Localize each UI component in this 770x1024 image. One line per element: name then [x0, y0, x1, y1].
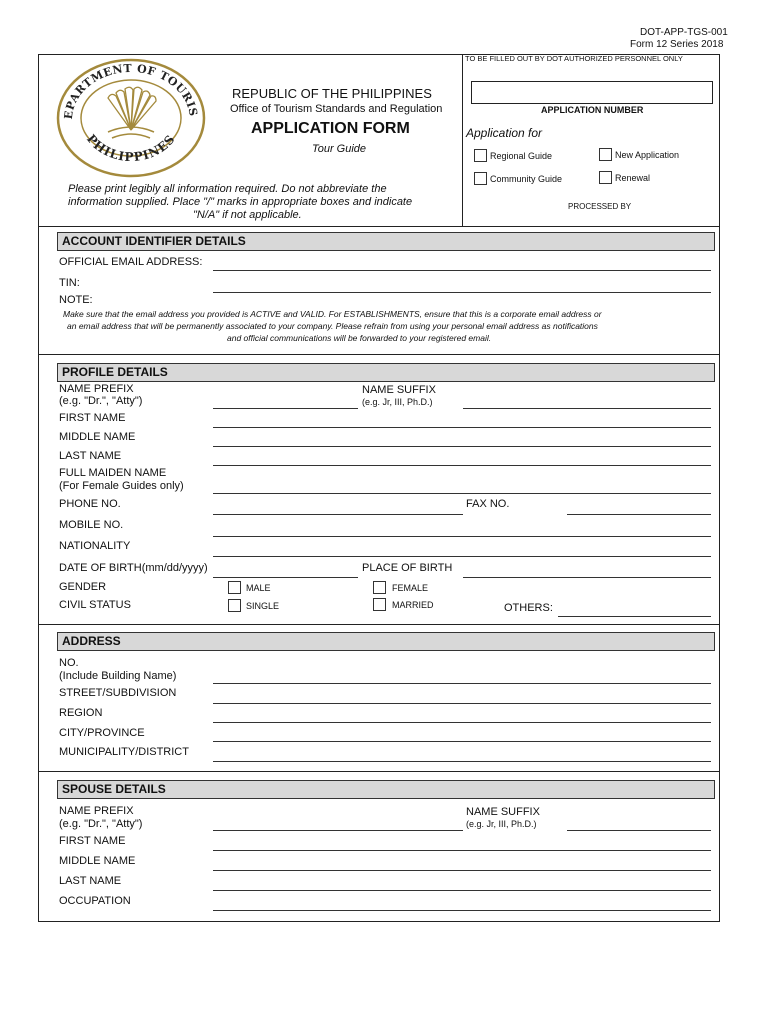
others-input[interactable]	[558, 616, 711, 617]
address-no-input[interactable]	[213, 683, 711, 684]
processed-by-label: PROCESSED BY	[568, 202, 632, 211]
renewal-checkbox[interactable]	[599, 171, 612, 184]
name-prefix-label: NAME PREFIX	[59, 383, 134, 395]
instructions-line-1: Please print legibly all information required. Do not abbreviate the	[68, 183, 387, 195]
last-name-label: LAST NAME	[59, 450, 122, 462]
spouse-last-name-input[interactable]	[213, 890, 711, 891]
spouse-suffix-input[interactable]	[567, 830, 711, 831]
spouse-prefix-input[interactable]	[213, 830, 463, 831]
republic-heading: REPUBLIC OF THE PHILIPPINES	[232, 86, 432, 101]
account-section-heading: ACCOUNT IDENTIFIER DETAILS	[57, 232, 715, 251]
pob-input[interactable]	[463, 577, 711, 578]
svg-text:DEPARTMENT OF TOURISM: EPARTMENT OF TOURIS	[61, 61, 200, 120]
name-suffix-label: NAME SUFFIX	[362, 384, 436, 396]
female-checkbox[interactable]	[373, 581, 386, 594]
gender-label: GENDER	[59, 581, 107, 593]
spouse-first-name-label: FIRST NAME	[59, 835, 126, 847]
regional-guide-checkbox[interactable]	[474, 149, 487, 162]
tin-label: TIN:	[59, 277, 80, 289]
last-name-input[interactable]	[213, 465, 711, 466]
renewal-label: Renewal	[615, 173, 651, 183]
tin-input[interactable]	[213, 292, 711, 293]
fax-label: FAX NO.	[466, 498, 510, 510]
spouse-suffix-label: NAME SUFFIX	[466, 806, 540, 818]
office-heading: Office of Tourism Standards and Regulation	[230, 103, 443, 115]
dob-input[interactable]	[213, 577, 358, 578]
regional-guide-label: Regional Guide	[490, 151, 553, 161]
profile-section-rule	[38, 624, 719, 625]
spouse-suffix-example: (e.g. Jr, III, Ph.D.)	[466, 819, 537, 829]
community-guide-label: Community Guide	[490, 174, 563, 184]
male-label: MALE	[246, 583, 271, 593]
pob-label: PLACE OF BIRTH	[362, 562, 453, 574]
phone-label: PHONE NO.	[59, 498, 121, 510]
note-label: NOTE:	[59, 294, 93, 306]
married-label: MARRIED	[392, 600, 434, 610]
instructions-line-2: information supplied. Place "/" marks in appropriate boxes and indicate	[68, 196, 413, 208]
street-label: STREET/SUBDIVISION	[59, 687, 177, 699]
spouse-section-heading: SPOUSE DETAILS	[57, 780, 715, 799]
form-subtitle: Tour Guide	[312, 143, 367, 155]
email-label: OFFICIAL EMAIL ADDRESS:	[59, 256, 203, 268]
married-checkbox[interactable]	[373, 598, 386, 611]
spouse-prefix-example: (e.g. "Dr.", "Atty")	[59, 818, 143, 830]
dob-label: DATE OF BIRTH(mm/dd/yyyy)	[59, 562, 208, 574]
form-title: APPLICATION FORM	[251, 120, 410, 137]
single-checkbox[interactable]	[228, 599, 241, 612]
application-for-label: Application for	[466, 126, 543, 140]
profile-section-heading: PROFILE DETAILS	[57, 363, 715, 382]
spouse-last-name-label: LAST NAME	[59, 875, 122, 887]
mobile-input[interactable]	[213, 536, 711, 537]
note-line-1: Make sure that the email address you provided is ACTIVE and VALID. For ESTABLISHMENTS, ensure that this is a corporate email address or	[63, 309, 602, 319]
mobile-label: MOBILE NO.	[59, 519, 124, 531]
city-label: CITY/PROVINCE	[59, 727, 145, 739]
region-input[interactable]	[213, 722, 711, 723]
spouse-first-name-input[interactable]	[213, 850, 711, 851]
dot-seal-logo	[56, 58, 206, 178]
header-bottom-rule	[38, 226, 719, 227]
civil-status-label: CIVIL STATUS	[59, 599, 131, 611]
note-line-2: an email address that will be permanently associated to your company. Please refrain from using your personal email address as notifications	[67, 321, 598, 331]
dot-use-note: TO BE FILLED OUT BY DOT AUTHORIZED PERSONNEL ONLY	[465, 54, 683, 63]
email-input[interactable]	[213, 270, 711, 271]
svg-text:PHILIPPINES: PHILIPPINES	[83, 131, 179, 165]
header-divider	[462, 54, 463, 226]
region-label: REGION	[59, 707, 103, 719]
spouse-occupation-input[interactable]	[213, 910, 711, 911]
address-section-rule	[38, 771, 719, 772]
first-name-input[interactable]	[213, 427, 711, 428]
nationality-input[interactable]	[213, 556, 711, 557]
spouse-middle-name-input[interactable]	[213, 870, 711, 871]
maiden-name-input[interactable]	[213, 493, 711, 494]
single-label: SINGLE	[246, 601, 280, 611]
municipality-label: MUNICIPALITY/DISTRICT	[59, 746, 189, 758]
form-code: DOT-APP-TGS-001	[640, 27, 728, 38]
nationality-label: NATIONALITY	[59, 540, 131, 552]
maiden-name-label: FULL MAIDEN NAME	[59, 467, 167, 479]
name-prefix-input[interactable]	[213, 408, 358, 409]
application-number-label: APPLICATION NUMBER	[541, 105, 644, 115]
name-suffix-example: (e.g. Jr, III, Ph.D.)	[362, 397, 433, 407]
address-no-note: (Include Building Name)	[59, 670, 177, 682]
fax-input[interactable]	[567, 514, 711, 515]
address-section-heading: ADDRESS	[57, 632, 715, 651]
others-label: OTHERS:	[504, 602, 553, 614]
spouse-middle-name-label: MIDDLE NAME	[59, 855, 136, 867]
new-application-checkbox[interactable]	[599, 148, 612, 161]
account-section-rule	[38, 354, 719, 355]
first-name-label: FIRST NAME	[59, 412, 126, 424]
maiden-name-note: (For Female Guides only)	[59, 480, 184, 492]
form-series: Form 12 Series 2018	[630, 39, 724, 50]
street-input[interactable]	[213, 703, 711, 704]
new-application-label: New Application	[615, 150, 680, 160]
name-suffix-input[interactable]	[463, 408, 711, 409]
city-input[interactable]	[213, 741, 711, 742]
middle-name-input[interactable]	[213, 446, 711, 447]
female-label: FEMALE	[392, 583, 429, 593]
middle-name-label: MIDDLE NAME	[59, 431, 136, 443]
spouse-occupation-label: OCCUPATION	[59, 895, 131, 907]
note-line-3: and official communications will be forwarded to your registered email.	[227, 333, 492, 343]
male-checkbox[interactable]	[228, 581, 241, 594]
community-guide-checkbox[interactable]	[474, 172, 487, 185]
phone-input[interactable]	[213, 514, 463, 515]
spouse-prefix-label: NAME PREFIX	[59, 805, 134, 817]
name-prefix-example: (e.g. "Dr.", "Atty")	[59, 395, 143, 407]
address-no-label: NO.	[59, 657, 79, 669]
municipality-input[interactable]	[213, 761, 711, 762]
instructions-line-3: "N/A" if not applicable.	[193, 209, 302, 221]
application-number-field[interactable]	[471, 81, 713, 104]
